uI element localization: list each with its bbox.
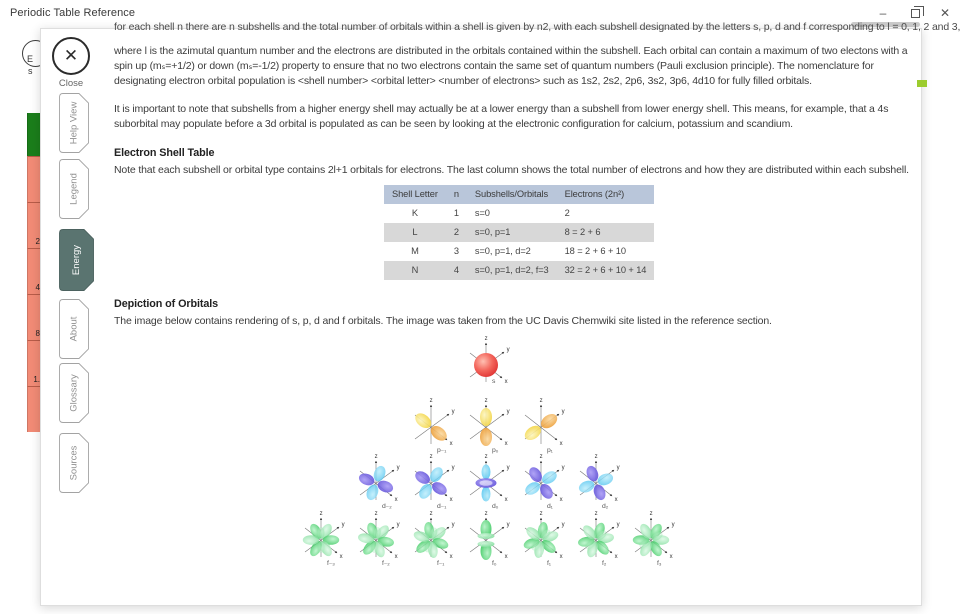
- orbital-d-4: [577, 454, 619, 510]
- orbital-f-2: [412, 511, 454, 567]
- element-tile-fragment: [27, 202, 41, 248]
- app-title: Periodic Table Reference: [10, 7, 136, 19]
- paragraph-energy-order: It is important to note that subshells from a higher energy shell may actually be at a lower energy than a subshell from lower energy shell. This means, for example, that a 4s suborbital may populate before a 3d orbital is populated as can be seen by looking at the electronic configuration for calcium, potassium and scandium.: [114, 103, 889, 130]
- axis-label: z: [374, 454, 378, 460]
- axis-label: x: [394, 497, 398, 503]
- orbital-f-1: [357, 511, 399, 567]
- table-cell: L: [384, 223, 446, 242]
- axis-label: y: [506, 347, 510, 353]
- orbital-p-0: [412, 398, 454, 454]
- orbital-diagram: [286, 335, 686, 587]
- axis-label: x: [559, 554, 563, 560]
- tab-label: Energy: [71, 244, 82, 276]
- axis-label: y: [506, 409, 510, 415]
- axis-label: y: [451, 409, 455, 415]
- orbital-label: d₀: [492, 503, 499, 510]
- axis-label: y: [616, 465, 620, 471]
- tab-sources[interactable]: [59, 433, 89, 498]
- axis-label: y: [396, 522, 400, 528]
- axis-label: x: [449, 554, 453, 560]
- table-cell: 2: [564, 208, 570, 218]
- axis-label: x: [339, 554, 343, 560]
- orbital-f-3: [470, 511, 510, 567]
- orbital-label: f₋₂: [382, 560, 390, 567]
- axis-label: z: [429, 511, 433, 517]
- axis-label: z: [374, 511, 378, 517]
- clipped-text-line: for each shell n there are n subshells and the total number of orbitals within a shell is given by n2, with each subshell designated by the letters s, p, d and f corresponding to l = 0, 1, 2 and 3,: [114, 21, 960, 33]
- axis-label: z: [484, 398, 488, 404]
- orbital-label: f₃: [657, 560, 662, 567]
- axis-label: x: [559, 441, 563, 447]
- axis-label: x: [669, 554, 673, 560]
- tab-label: Sources: [68, 445, 80, 481]
- orbital-d-0: [357, 454, 399, 510]
- table-cell: 1: [453, 208, 459, 218]
- element-tile-fragment: [27, 340, 41, 386]
- column-header: n: [446, 185, 467, 204]
- column-header: Electrons (2n²): [557, 185, 655, 204]
- axis-label: z: [429, 454, 433, 460]
- orbital-label: f₀: [492, 560, 497, 567]
- orbital-label: p₀: [492, 447, 499, 454]
- axis-label: z: [484, 336, 488, 342]
- axis-label: y: [451, 522, 455, 528]
- table-cell: M: [411, 246, 419, 256]
- axis-label: y: [561, 409, 565, 415]
- orbital-label: f₋₁: [437, 560, 445, 567]
- green-scroll-marker: [917, 80, 927, 87]
- axis-label: y: [506, 465, 510, 471]
- minimize-button[interactable]: –: [879, 6, 887, 20]
- element-tile-fragment: [27, 294, 41, 340]
- element-tile-fragment: [27, 386, 41, 432]
- axis-label: z: [484, 511, 488, 517]
- axis-label: y: [561, 522, 565, 528]
- table-cell: 4: [446, 261, 467, 280]
- axis-label: x: [504, 441, 508, 447]
- axis-label: x: [504, 497, 508, 503]
- orbital-label: f₂: [602, 560, 607, 567]
- axis-label: x: [504, 554, 508, 560]
- element-tile-fragment: [27, 248, 41, 294]
- element-tile-number: 2: [35, 237, 40, 246]
- orbital-d-2: [470, 454, 510, 510]
- close-button-label: Close: [58, 78, 84, 89]
- element-tile-number: 8: [35, 329, 40, 338]
- table-cell: N: [384, 261, 446, 280]
- close-icon: ✕: [63, 46, 79, 65]
- orbital-label: p₋₁: [437, 447, 447, 454]
- restore-icon: [911, 9, 920, 18]
- paragraph-orbital-rules: where l is the azimutal quantum number and the electrons are distributed in the orbitals contained within the subshell. Each orbital can contain a maximum of two electons with a spin up (mₛ=+1/2) or down (mₛ=-1/2) property to ensure that no two electrons contain the same set of quantum numbers (Pauli exclusion principle). The nomenclature for designating electron orbital population is <shell number> <orbital letter> <number of electrons> such as 1s2, 2s2, 2p6, 3s2, 3p6, 4d10 for fully filled orbitals.: [114, 45, 908, 87]
- orbital-d-3: [523, 454, 565, 510]
- shell-table-heading: Electron Shell Table: [114, 147, 215, 159]
- table-row: [384, 204, 654, 223]
- tab-about[interactable]: [59, 299, 89, 364]
- table-header-row: [384, 185, 654, 204]
- axis-label: z: [429, 398, 433, 404]
- table-cell: s=0: [474, 208, 490, 218]
- axis-label: x: [449, 497, 453, 503]
- orbital-s-0: [470, 336, 510, 385]
- shell-table-intro: Note that each subshell or orbital type contains 2l+1 orbitals for electrons. The last column shows the total number of electrons and how they are distributed within each subshell.: [114, 164, 909, 176]
- energy-flyout-panel: [40, 21, 960, 606]
- orbital-label: d₋₁: [437, 503, 447, 510]
- periodic-table-edge-tiles: [27, 113, 41, 432]
- axis-label: x: [614, 497, 618, 503]
- column-header: Subshells/Orbitals: [467, 185, 557, 204]
- tab-label: About: [68, 316, 80, 342]
- background-letter: s: [28, 66, 33, 76]
- element-tile-number: 4: [35, 283, 40, 292]
- tab-legend[interactable]: [59, 159, 89, 224]
- axis-label: y: [671, 522, 675, 528]
- axis-label: z: [484, 454, 488, 460]
- tab-label: Help View: [68, 101, 80, 145]
- table-row: [384, 223, 654, 242]
- axis-label: y: [451, 465, 455, 471]
- axis-label: z: [539, 454, 543, 460]
- tab-label: Glossary: [68, 374, 80, 412]
- table-cell: 32 = 2 + 6 + 10 + 14: [557, 261, 655, 280]
- table-cell: 3: [453, 246, 459, 256]
- axis-label: y: [561, 465, 565, 471]
- axis-label: z: [539, 511, 543, 517]
- orbital-label: d₁: [547, 503, 553, 510]
- axis-label: y: [506, 522, 510, 528]
- table-cell: 8 = 2 + 6: [557, 223, 655, 242]
- axis-label: y: [616, 522, 620, 528]
- tab-label: Legend: [68, 173, 80, 205]
- content-area: [114, 21, 960, 605]
- table-row: [384, 261, 654, 280]
- table-row: [384, 242, 654, 261]
- axis-label: x: [394, 554, 398, 560]
- table-cell: K: [411, 208, 418, 218]
- axis-label: x: [504, 379, 508, 385]
- axis-label: y: [396, 465, 400, 471]
- orbital-d-1: [413, 454, 455, 510]
- orbital-f-5: [577, 511, 619, 567]
- element-tile-fragment: [27, 113, 41, 156]
- axis-label: z: [594, 454, 598, 460]
- orbital-label: d₂: [602, 503, 609, 510]
- axis-label: x: [559, 497, 563, 503]
- window-close-button[interactable]: ✕: [939, 6, 951, 20]
- tab-glossary[interactable]: [59, 363, 89, 428]
- orbital-p-1: [470, 398, 510, 454]
- orbital-label: f₋₃: [327, 560, 335, 567]
- orbital-f-4: [522, 511, 564, 567]
- orbitals-intro: The image below contains rendering of s, p, d and f orbitals. The image was taken from the UC Davis Chemwiki site listed in the reference section.: [114, 315, 772, 327]
- table-cell: s=0, p=1: [467, 223, 557, 242]
- orbital-p-2: [522, 398, 564, 454]
- vertical-tab-strip: [41, 29, 111, 605]
- element-tile-fragment: [27, 156, 41, 202]
- table-cell: s=0, p=1, d=2, f=3: [467, 261, 557, 280]
- table-cell: 2: [446, 223, 467, 242]
- axis-label: x: [449, 441, 453, 447]
- orbital-f-0: [303, 511, 345, 567]
- axis-label: z: [539, 398, 543, 404]
- orbital-label: s: [492, 378, 496, 385]
- axis-label: z: [649, 511, 653, 517]
- orbital-f-6: [633, 511, 675, 567]
- tab-energy[interactable]: [59, 229, 94, 296]
- axis-label: x: [614, 554, 618, 560]
- background-letter: E: [27, 54, 34, 64]
- orbital-label: d₋₂: [382, 503, 392, 510]
- column-header: Shell Letter: [384, 185, 446, 204]
- table-cell: 18 = 2 + 6 + 10: [564, 246, 626, 256]
- axis-label: y: [341, 522, 345, 528]
- axis-label: z: [594, 511, 598, 517]
- tab-help-view[interactable]: [59, 93, 89, 158]
- table-cell: s=0, p=1, d=2: [474, 246, 531, 256]
- axis-label: z: [319, 511, 323, 517]
- electron-shell-table: [384, 185, 654, 280]
- orbital-label: p₁: [547, 447, 553, 454]
- orbitals-heading: Depiction of Orbitals: [114, 298, 219, 310]
- orbital-label: f₁: [547, 560, 551, 567]
- element-tile-number: 1.: [33, 375, 40, 384]
